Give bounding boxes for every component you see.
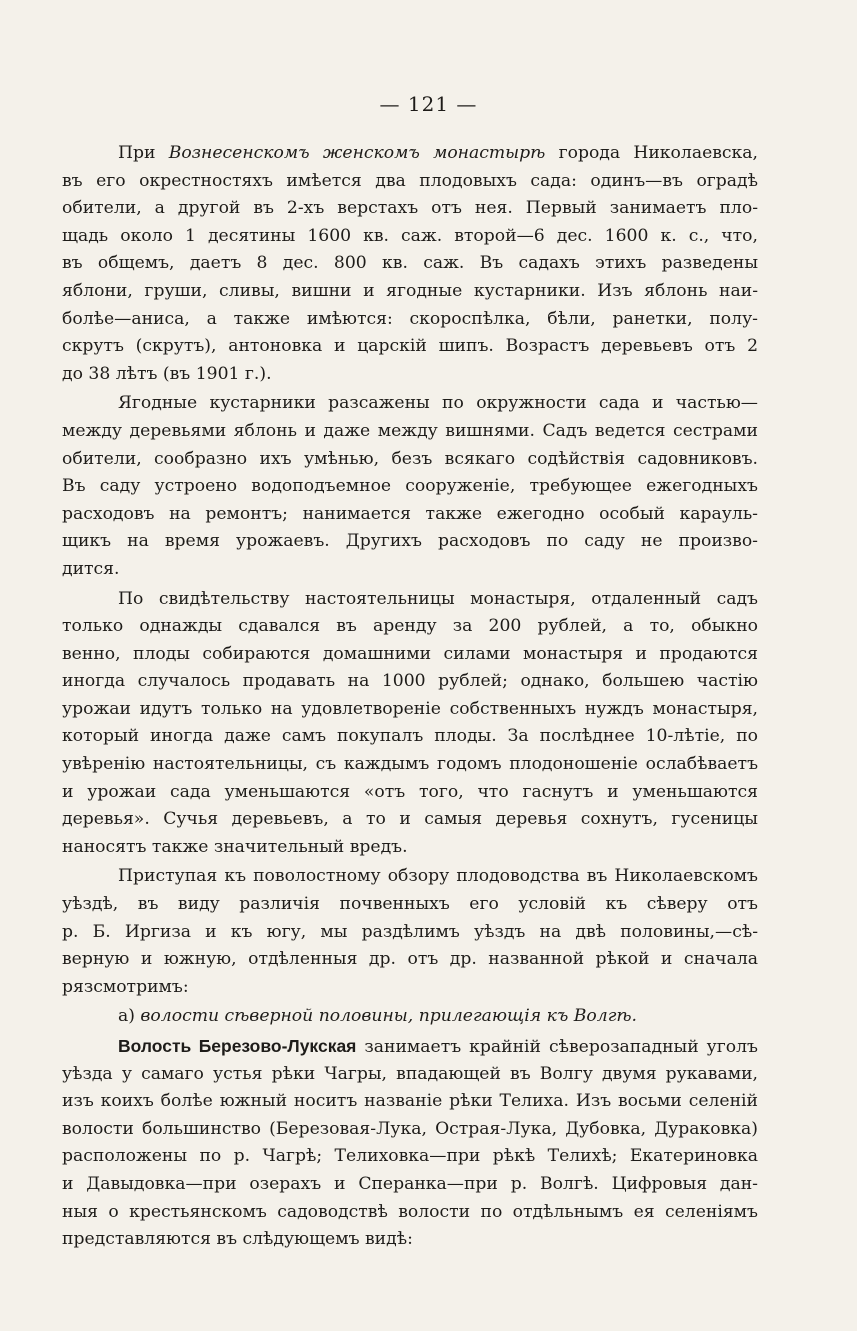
text-line: ныя о крестьянскомъ садоводствѣ волости по отдѣльнымъ ея селеніямъ xyxy=(62,1201,758,1222)
text-line: расположены по р. Чагрѣ; Телиховка—при рѣкѣ Телихѣ; Екатериновка xyxy=(62,1146,758,1167)
text-line: и Давыдовка—при озерахъ и Сперанка—при р. Волгѣ. Цифровыя дан- xyxy=(62,1173,758,1194)
text-line: только однажды сдавался въ аренду за 200 рублей, а то, обыкно xyxy=(62,616,758,637)
volost-name: Волость Березово-Лукская xyxy=(118,1036,357,1056)
text-line: обители, сообразно ихъ умѣнью, безъ всякаго содѣйствія садовниковъ. xyxy=(62,448,758,469)
page-number: — 121 — xyxy=(379,92,478,116)
text-line: въ его окрестностяхъ имѣется два плодовыхъ сада: одинъ—въ оградѣ xyxy=(62,170,758,191)
text-line: уѣздѣ, въ виду различія почвенныхъ его условій къ сѣверу отъ xyxy=(62,894,758,915)
text-line: При Вознесенскомъ женскомъ монастырѣ города Николаевска, xyxy=(118,143,758,163)
text-line: который иногда даже самъ покупалъ плоды. За послѣднее 10-лѣтіе, по xyxy=(62,726,758,747)
text-line: волости большинство (Березовая-Лука, Острая-Лука, Дубовка, Дураковка) xyxy=(62,1118,758,1139)
paragraph-berezovo-lukskaya xyxy=(62,1033,758,1254)
text-line: Въ саду устроено водоподъемное сооруженіе, требующее ежегодныхъ xyxy=(62,476,758,497)
text-line: а) волости сѣверной половины, прилегающія къ Волгѣ. xyxy=(118,1006,638,1027)
text-line: болѣе—аниса, а также имѣются: скороспѣлка, бѣли, ранетки, полу- xyxy=(62,308,758,329)
text-line: р. Б. Иргиза и къ югу, мы раздѣлимъ уѣздъ на двѣ половины,—сѣ- xyxy=(62,921,758,942)
text-line: яблони, груши, сливы, вишни и ягодные кустарники. Изъ яблонь наи- xyxy=(62,280,758,301)
text-line: рязсмотримъ: xyxy=(62,976,189,997)
text-line: обители, а другой въ 2-хъ верстахъ отъ нея. Первый занимаетъ пло- xyxy=(62,198,758,219)
text-line: изъ коихъ болѣе южный носитъ названіе рѣки Телиха. Изъ восьми селеній xyxy=(62,1091,758,1112)
text-line: и урожаи сада уменьшаются «отъ того, что гаснутъ и уменьшаются xyxy=(62,781,758,802)
text-line: дится. xyxy=(62,558,120,579)
text-line: въ общемъ, даетъ 8 дес. 800 кв. саж. Въ садахъ этихъ разведены xyxy=(62,253,758,274)
text-line: щикъ на время урожаевъ. Другихъ расходовъ по саду не произво- xyxy=(62,531,758,552)
text-line: расходовъ на ремонтъ; нанимается также ежегодно особый карауль- xyxy=(62,503,758,524)
paragraph-overview xyxy=(62,863,758,1001)
paragraph-testimony xyxy=(62,586,758,862)
text-line: увѣренію настоятельницы, съ каждымъ годомъ плодоношеніе ослабѣваетъ xyxy=(62,754,758,775)
paragraph-shrubs xyxy=(62,390,758,583)
text-line: венно, плоды собираются домашними силами монастыря и продаются xyxy=(62,643,758,664)
text-line: Волость Березово-Лукская занимаетъ крайній сѣверозападный уголъ xyxy=(118,1036,758,1057)
text-line: до 38 лѣтъ (въ 1901 г.). xyxy=(62,363,272,384)
body-text xyxy=(62,140,758,1254)
text-line: щадь около 1 десятины 1600 кв. саж. второй—6 дес. 1600 к. с., что, xyxy=(62,225,758,246)
text-line: иногда случалось продавать на 1000 рублей; однако, большею частію xyxy=(62,671,758,692)
paragraph-monastery xyxy=(62,140,758,388)
text-line: между деревьями яблонь и даже между вишнями. Садъ ведется сестрами xyxy=(62,420,758,441)
text-line: уѣзда у самаго устья рѣки Чагры, впадающей въ Волгу двумя рукавами, xyxy=(62,1063,758,1084)
section-heading-text: волости сѣверной половины, прилегающія къ Волгѣ. xyxy=(140,1006,638,1027)
text-line: урожаи идутъ только на удовлетвореніе собственныхъ нуждъ монастыря, xyxy=(62,698,758,719)
text-line: верную и южную, отдѣленныя др. отъ др. названной рѣкой и сначала xyxy=(62,949,758,970)
text-line: наносятъ также значительный вредъ. xyxy=(62,836,408,857)
text-line: деревья». Сучья деревьевъ, а то и самыя деревья сохнутъ, гусеницы xyxy=(62,809,758,830)
section-heading xyxy=(62,1003,758,1031)
text-line: Приступая къ поволостному обзору плодоводства въ Николаевскомъ xyxy=(118,866,758,887)
text-line: скрутъ (скрутъ), антоновка и царскій шипъ. Возрастъ деревьевъ отъ 2 xyxy=(62,336,758,357)
text-line: представляются въ слѣдующемъ видѣ: xyxy=(62,1229,413,1250)
text-line: Ягодные кустарники разсажены по окружности сада и частью— xyxy=(118,393,758,414)
text-line: По свидѣтельству настоятельницы монастыря, отдаленный садъ xyxy=(118,588,758,609)
monastery-name: Вознесенскомъ женскомъ монастырѣ xyxy=(168,143,546,163)
